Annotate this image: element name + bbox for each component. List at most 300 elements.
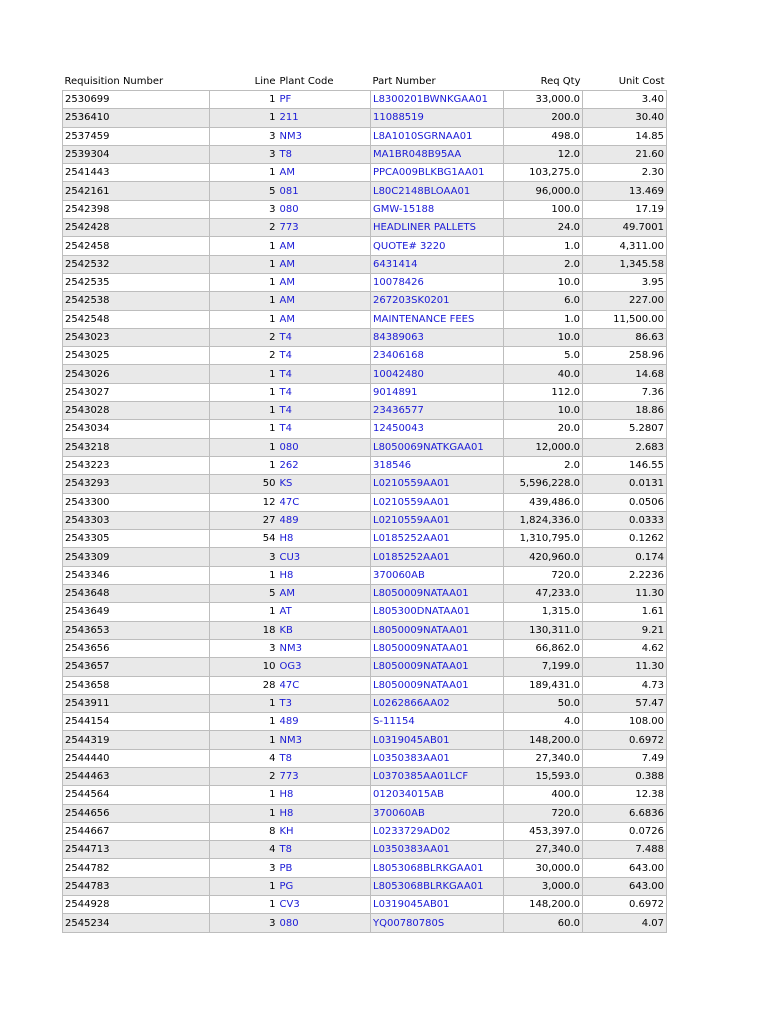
line-cell: 2 (210, 219, 278, 237)
requisition-number-cell: 2543026 (63, 365, 210, 383)
plant-code-link[interactable]: KH (278, 822, 371, 840)
req-qty-cell: 1.0 (504, 237, 583, 255)
requisition-number-cell: 2543300 (63, 493, 210, 511)
requisition-number-cell: 2543305 (63, 530, 210, 548)
part-number-link[interactable]: L805300DNATAA01 (371, 603, 504, 621)
table-row (63, 658, 667, 676)
plant-code-link[interactable]: PB (278, 859, 371, 877)
unit-cost-cell: 146.55 (583, 456, 667, 474)
part-number-link[interactable]: L8053068BLRKGAA01 (371, 859, 504, 877)
plant-code-link[interactable]: T4 (278, 347, 371, 365)
req-qty-cell: 1,315.0 (504, 603, 583, 621)
table-row (63, 365, 667, 383)
plant-code-link[interactable]: 211 (278, 109, 371, 127)
table-row (63, 402, 667, 420)
plant-code-link[interactable]: AM (278, 585, 371, 603)
req-qty-cell: 148,200.0 (504, 731, 583, 749)
plant-code-link[interactable]: T3 (278, 694, 371, 712)
line-cell: 1 (210, 713, 278, 731)
unit-cost-cell: 0.0506 (583, 493, 667, 511)
part-number-link[interactable]: L0210559AA01 (371, 511, 504, 529)
req-qty-cell: 1,310,795.0 (504, 530, 583, 548)
plant-code-link[interactable]: T8 (278, 841, 371, 859)
unit-cost-cell: 0.388 (583, 767, 667, 785)
requisition-number-cell: 2543648 (63, 585, 210, 603)
unit-cost-cell: 12.38 (583, 786, 667, 804)
table-row (63, 566, 667, 584)
part-number-link[interactable]: 012034015AB (371, 786, 504, 804)
table-row (63, 310, 667, 328)
line-cell: 1 (210, 109, 278, 127)
line-cell: 54 (210, 530, 278, 548)
table-row (63, 273, 667, 291)
header-req-qty: Req Qty (540, 75, 581, 87)
table-row (63, 292, 667, 310)
plant-code-link[interactable]: PF (278, 91, 371, 109)
req-qty-cell: 720.0 (504, 804, 583, 822)
part-number-link[interactable]: 370060AB (371, 804, 504, 822)
unit-cost-cell: 30.40 (583, 109, 667, 127)
unit-cost-cell: 11.30 (583, 658, 667, 676)
requisition-number-cell: 2543023 (63, 328, 210, 346)
line-cell: 3 (210, 127, 278, 145)
unit-cost-cell: 49.7001 (583, 219, 667, 237)
requisition-number-cell: 2544713 (63, 841, 210, 859)
part-number-link[interactable]: 23436577 (371, 402, 504, 420)
plant-code-link[interactable]: T4 (278, 365, 371, 383)
table-row (63, 749, 667, 767)
unit-cost-cell: 18.86 (583, 402, 667, 420)
req-qty-cell: 5.0 (504, 347, 583, 365)
req-qty-cell: 189,431.0 (504, 676, 583, 694)
requisition-number-cell: 2537459 (63, 127, 210, 145)
line-cell: 2 (210, 767, 278, 785)
part-number-link[interactable]: QUOTE# 3220 (371, 237, 504, 255)
line-cell: 1 (210, 292, 278, 310)
requisition-number-cell: 2543293 (63, 475, 210, 493)
plant-code-link[interactable]: AT (278, 603, 371, 621)
unit-cost-cell: 7.36 (583, 383, 667, 401)
table-row (63, 530, 667, 548)
req-qty-cell: 6.0 (504, 292, 583, 310)
requisition-number-cell: 2536410 (63, 109, 210, 127)
table-row (63, 731, 667, 749)
part-number-link[interactable]: L8050009NATAA01 (371, 639, 504, 657)
requisition-number-cell: 2544783 (63, 877, 210, 895)
unit-cost-cell: 14.68 (583, 365, 667, 383)
requisition-number-cell: 2542532 (63, 255, 210, 273)
table-row (63, 694, 667, 712)
req-qty-cell: 40.0 (504, 365, 583, 383)
table-row (63, 713, 667, 731)
unit-cost-cell: 0.174 (583, 548, 667, 566)
part-number-link[interactable]: L8050009NATAA01 (371, 585, 504, 603)
line-cell: 10 (210, 658, 278, 676)
unit-cost-cell: 2.30 (583, 164, 667, 182)
requisition-number-cell: 2541443 (63, 164, 210, 182)
line-cell: 28 (210, 676, 278, 694)
table-row (63, 328, 667, 346)
requisition-number-cell: 2544928 (63, 896, 210, 914)
plant-code-link[interactable]: AM (278, 273, 371, 291)
table-row (63, 493, 667, 511)
part-number-link[interactable]: L80C2148BLOAA01 (371, 182, 504, 200)
requisition-number-cell: 2530699 (63, 91, 210, 109)
part-number-link[interactable]: L0233729AD02 (371, 822, 504, 840)
line-cell: 1 (210, 438, 278, 456)
unit-cost-cell: 4.07 (583, 914, 667, 932)
table-row (63, 219, 667, 237)
unit-cost-cell: 4.62 (583, 639, 667, 657)
part-number-link[interactable]: 370060AB (371, 566, 504, 584)
line-cell: 1 (210, 456, 278, 474)
req-qty-cell: 439,486.0 (504, 493, 583, 511)
plant-code-link[interactable]: T4 (278, 328, 371, 346)
part-number-link[interactable]: 267203SK0201 (371, 292, 504, 310)
requisition-number-cell: 2544463 (63, 767, 210, 785)
requisition-number-cell: 2544782 (63, 859, 210, 877)
part-number-link[interactable]: L0370385AA01LCF (371, 767, 504, 785)
part-number-link[interactable]: L8050009NATAA01 (371, 621, 504, 639)
line-cell: 1 (210, 91, 278, 109)
plant-code-link[interactable]: 489 (278, 511, 371, 529)
requisition-number-cell: 2543028 (63, 402, 210, 420)
part-number-link[interactable]: S-11154 (371, 713, 504, 731)
unit-cost-cell: 57.47 (583, 694, 667, 712)
part-number-link[interactable]: L0210559AA01 (371, 493, 504, 511)
plant-code-link[interactable]: T8 (278, 749, 371, 767)
part-number-link[interactable]: L0319045AB01 (371, 731, 504, 749)
line-cell: 1 (210, 804, 278, 822)
req-qty-cell: 4.0 (504, 713, 583, 731)
table-row (63, 164, 667, 182)
line-cell: 3 (210, 145, 278, 163)
unit-cost-cell: 0.1262 (583, 530, 667, 548)
unit-cost-cell: 6.6836 (583, 804, 667, 822)
unit-cost-cell: 0.6972 (583, 731, 667, 749)
plant-code-link[interactable]: AM (278, 310, 371, 328)
part-number-link[interactable]: L8050009NATAA01 (371, 658, 504, 676)
plant-code-link[interactable]: 080 (278, 914, 371, 932)
req-qty-cell: 2.0 (504, 255, 583, 273)
part-number-link[interactable]: L8053068BLRKGAA01 (371, 877, 504, 895)
plant-code-link[interactable]: AM (278, 255, 371, 273)
part-number-link[interactable]: L0210559AA01 (371, 475, 504, 493)
header-requisition-number: Requisition Number (64, 75, 164, 87)
requisition-number-cell: 2543649 (63, 603, 210, 621)
table-row (63, 859, 667, 877)
part-number-link[interactable]: L0185252AA01 (371, 548, 504, 566)
req-qty-cell: 20.0 (504, 420, 583, 438)
table-row (63, 511, 667, 529)
line-cell: 1 (210, 420, 278, 438)
line-cell: 3 (210, 859, 278, 877)
req-qty-cell: 2.0 (504, 456, 583, 474)
req-qty-cell: 96,000.0 (504, 182, 583, 200)
unit-cost-cell: 11.30 (583, 585, 667, 603)
line-cell: 1 (210, 310, 278, 328)
unit-cost-cell: 2.683 (583, 438, 667, 456)
plant-code-link[interactable]: H8 (278, 566, 371, 584)
part-number-link[interactable]: 6431414 (371, 255, 504, 273)
req-qty-cell: 148,200.0 (504, 896, 583, 914)
requisition-number-cell: 2543223 (63, 456, 210, 474)
plant-code-link[interactable]: T8 (278, 145, 371, 163)
requisition-number-cell: 2543911 (63, 694, 210, 712)
line-cell: 1 (210, 694, 278, 712)
plant-code-link[interactable]: AM (278, 164, 371, 182)
requisition-number-cell: 2544667 (63, 822, 210, 840)
requisition-number-cell: 2544154 (63, 713, 210, 731)
line-cell: 3 (210, 548, 278, 566)
unit-cost-cell: 0.6972 (583, 896, 667, 914)
unit-cost-cell: 3.95 (583, 273, 667, 291)
plant-code-link[interactable]: 262 (278, 456, 371, 474)
requisition-number-cell: 2543656 (63, 639, 210, 657)
part-number-link[interactable]: 318546 (371, 456, 504, 474)
req-qty-cell: 453,397.0 (504, 822, 583, 840)
requisition-number-cell: 2543027 (63, 383, 210, 401)
table-row (63, 841, 667, 859)
table-row (63, 182, 667, 200)
req-qty-cell: 50.0 (504, 694, 583, 712)
line-cell: 18 (210, 621, 278, 639)
header-plant-code: Plant Code (279, 75, 334, 87)
req-qty-cell: 7,199.0 (504, 658, 583, 676)
line-cell: 1 (210, 402, 278, 420)
unit-cost-cell: 11,500.00 (583, 310, 667, 328)
unit-cost-cell: 14.85 (583, 127, 667, 145)
part-number-link[interactable]: L8050069NATKGAA01 (371, 438, 504, 456)
requisition-number-cell: 2542535 (63, 273, 210, 291)
plant-code-link[interactable]: KB (278, 621, 371, 639)
requisition-number-cell: 2542428 (63, 219, 210, 237)
part-number-link[interactable]: L0262866AA02 (371, 694, 504, 712)
plant-code-link[interactable]: T4 (278, 402, 371, 420)
plant-code-link[interactable]: CV3 (278, 896, 371, 914)
table-row (63, 804, 667, 822)
req-qty-cell: 10.0 (504, 328, 583, 346)
table-row (63, 91, 667, 109)
header-line: Line (254, 75, 276, 87)
part-number-link[interactable]: L0319045AB01 (371, 896, 504, 914)
req-qty-cell: 12.0 (504, 145, 583, 163)
requisition-number-cell: 2543303 (63, 511, 210, 529)
line-cell: 27 (210, 511, 278, 529)
unit-cost-cell: 9.21 (583, 621, 667, 639)
table-row (63, 639, 667, 657)
unit-cost-cell: 5.2807 (583, 420, 667, 438)
part-number-link[interactable]: L0350383AA01 (371, 749, 504, 767)
unit-cost-cell: 21.60 (583, 145, 667, 163)
table-row (63, 621, 667, 639)
part-number-link[interactable]: MA1BR048B95AA (371, 145, 504, 163)
part-number-link[interactable]: 10078426 (371, 273, 504, 291)
requisition-number-cell: 2544440 (63, 749, 210, 767)
unit-cost-cell: 1.61 (583, 603, 667, 621)
plant-code-link[interactable]: NM3 (278, 127, 371, 145)
requisition-number-cell: 2544564 (63, 786, 210, 804)
part-number-link[interactable]: 11088519 (371, 109, 504, 127)
table-row (63, 585, 667, 603)
req-qty-cell: 33,000.0 (504, 91, 583, 109)
unit-cost-cell: 258.96 (583, 347, 667, 365)
requisition-number-cell: 2543034 (63, 420, 210, 438)
req-qty-cell: 10.0 (504, 402, 583, 420)
requisition-number-cell: 2542538 (63, 292, 210, 310)
req-qty-cell: 66,862.0 (504, 639, 583, 657)
table-row (63, 420, 667, 438)
table-row (63, 822, 667, 840)
requisition-number-cell: 2542458 (63, 237, 210, 255)
req-qty-cell: 1.0 (504, 310, 583, 328)
unit-cost-cell: 86.63 (583, 328, 667, 346)
requisition-number-cell: 2542548 (63, 310, 210, 328)
table-row (63, 767, 667, 785)
plant-code-link[interactable]: AM (278, 237, 371, 255)
plant-code-link[interactable]: 080 (278, 200, 371, 218)
table-row (63, 603, 667, 621)
req-qty-cell: 27,340.0 (504, 841, 583, 859)
requisition-number-cell: 2539304 (63, 145, 210, 163)
unit-cost-cell: 4,311.00 (583, 237, 667, 255)
plant-code-link[interactable]: T4 (278, 383, 371, 401)
table-row (63, 456, 667, 474)
plant-code-link[interactable]: H8 (278, 530, 371, 548)
unit-cost-cell: 227.00 (583, 292, 667, 310)
requisition-number-cell: 2543657 (63, 658, 210, 676)
plant-code-link[interactable]: 773 (278, 767, 371, 785)
line-cell: 8 (210, 822, 278, 840)
req-qty-cell: 103,275.0 (504, 164, 583, 182)
line-cell: 5 (210, 182, 278, 200)
plant-code-link[interactable]: 773 (278, 219, 371, 237)
table-row (63, 914, 667, 932)
req-qty-cell: 130,311.0 (504, 621, 583, 639)
part-number-link[interactable]: GMW-15188 (371, 200, 504, 218)
table-row (63, 475, 667, 493)
line-cell: 1 (210, 877, 278, 895)
requisition-number-cell: 2543309 (63, 548, 210, 566)
plant-code-link[interactable]: NM3 (278, 731, 371, 749)
req-qty-cell: 47,233.0 (504, 585, 583, 603)
table-row (63, 145, 667, 163)
plant-code-link[interactable]: OG3 (278, 658, 371, 676)
req-qty-cell: 112.0 (504, 383, 583, 401)
plant-code-link[interactable]: 081 (278, 182, 371, 200)
table-row (63, 877, 667, 895)
part-number-link[interactable]: 23406168 (371, 347, 504, 365)
part-number-link[interactable]: MAINTENANCE FEES (371, 310, 504, 328)
req-qty-cell: 420,960.0 (504, 548, 583, 566)
requisition-number-cell: 2544656 (63, 804, 210, 822)
requisition-number-cell: 2542398 (63, 200, 210, 218)
part-number-link[interactable]: 10042480 (371, 365, 504, 383)
plant-code-link[interactable]: PG (278, 877, 371, 895)
requisition-number-cell: 2545234 (63, 914, 210, 932)
part-number-link[interactable]: L0350383AA01 (371, 841, 504, 859)
part-number-link[interactable]: YQ00780780S (371, 914, 504, 932)
unit-cost-cell: 1,345.58 (583, 255, 667, 273)
line-cell: 1 (210, 164, 278, 182)
table-row (63, 347, 667, 365)
header-part-number: Part Number (372, 75, 436, 87)
req-qty-cell: 1,824,336.0 (504, 511, 583, 529)
unit-cost-cell: 7.488 (583, 841, 667, 859)
line-cell: 1 (210, 786, 278, 804)
requisition-number-cell: 2543025 (63, 347, 210, 365)
plant-code-link[interactable]: H8 (278, 786, 371, 804)
plant-code-link[interactable]: NM3 (278, 639, 371, 657)
line-cell: 1 (210, 896, 278, 914)
req-qty-cell: 24.0 (504, 219, 583, 237)
line-cell: 2 (210, 328, 278, 346)
req-qty-cell: 498.0 (504, 127, 583, 145)
unit-cost-cell: 0.0726 (583, 822, 667, 840)
req-qty-cell: 100.0 (504, 200, 583, 218)
table-row (63, 255, 667, 273)
part-number-link[interactable]: L8050009NATAA01 (371, 676, 504, 694)
part-number-link[interactable]: L8300201BWNKGAA01 (371, 91, 504, 109)
requisition-number-cell: 2543658 (63, 676, 210, 694)
unit-cost-cell: 4.73 (583, 676, 667, 694)
table-row (63, 786, 667, 804)
line-cell: 1 (210, 237, 278, 255)
unit-cost-cell: 17.19 (583, 200, 667, 218)
plant-code-link[interactable]: AM (278, 292, 371, 310)
plant-code-link[interactable]: T4 (278, 420, 371, 438)
requisition-number-cell: 2543653 (63, 621, 210, 639)
table-row (63, 127, 667, 145)
part-number-link[interactable]: L8A1010SGRNAA01 (371, 127, 504, 145)
unit-cost-cell: 0.0333 (583, 511, 667, 529)
plant-code-link[interactable]: 489 (278, 713, 371, 731)
requisition-number-cell: 2543218 (63, 438, 210, 456)
req-qty-cell: 27,340.0 (504, 749, 583, 767)
part-number-link[interactable]: 84389063 (371, 328, 504, 346)
line-cell: 1 (210, 566, 278, 584)
table-row (63, 383, 667, 401)
plant-code-link[interactable]: CU3 (278, 548, 371, 566)
table-row (63, 237, 667, 255)
line-cell: 1 (210, 273, 278, 291)
plant-code-link[interactable]: 47C (278, 493, 371, 511)
req-qty-cell: 60.0 (504, 914, 583, 932)
part-number-link[interactable]: PPCA009BLKBG1AA01 (371, 164, 504, 182)
req-qty-cell: 3,000.0 (504, 877, 583, 895)
part-number-link[interactable]: HEADLINER PALLETS (371, 219, 504, 237)
plant-code-link[interactable]: 080 (278, 438, 371, 456)
unit-cost-cell: 0.0131 (583, 475, 667, 493)
req-qty-cell: 10.0 (504, 273, 583, 291)
plant-code-link[interactable]: H8 (278, 804, 371, 822)
req-qty-cell: 12,000.0 (504, 438, 583, 456)
unit-cost-cell: 7.49 (583, 749, 667, 767)
part-number-link[interactable]: L0185252AA01 (371, 530, 504, 548)
requisition-table (62, 72, 667, 933)
line-cell: 5 (210, 585, 278, 603)
line-cell: 1 (210, 255, 278, 273)
plant-code-link[interactable]: KS (278, 475, 371, 493)
table-row (63, 200, 667, 218)
table-row (63, 109, 667, 127)
table-row (63, 676, 667, 694)
part-number-link[interactable]: 9014891 (371, 383, 504, 401)
line-cell: 4 (210, 749, 278, 767)
part-number-link[interactable]: 12450043 (371, 420, 504, 438)
plant-code-link[interactable]: 47C (278, 676, 371, 694)
line-cell: 3 (210, 914, 278, 932)
